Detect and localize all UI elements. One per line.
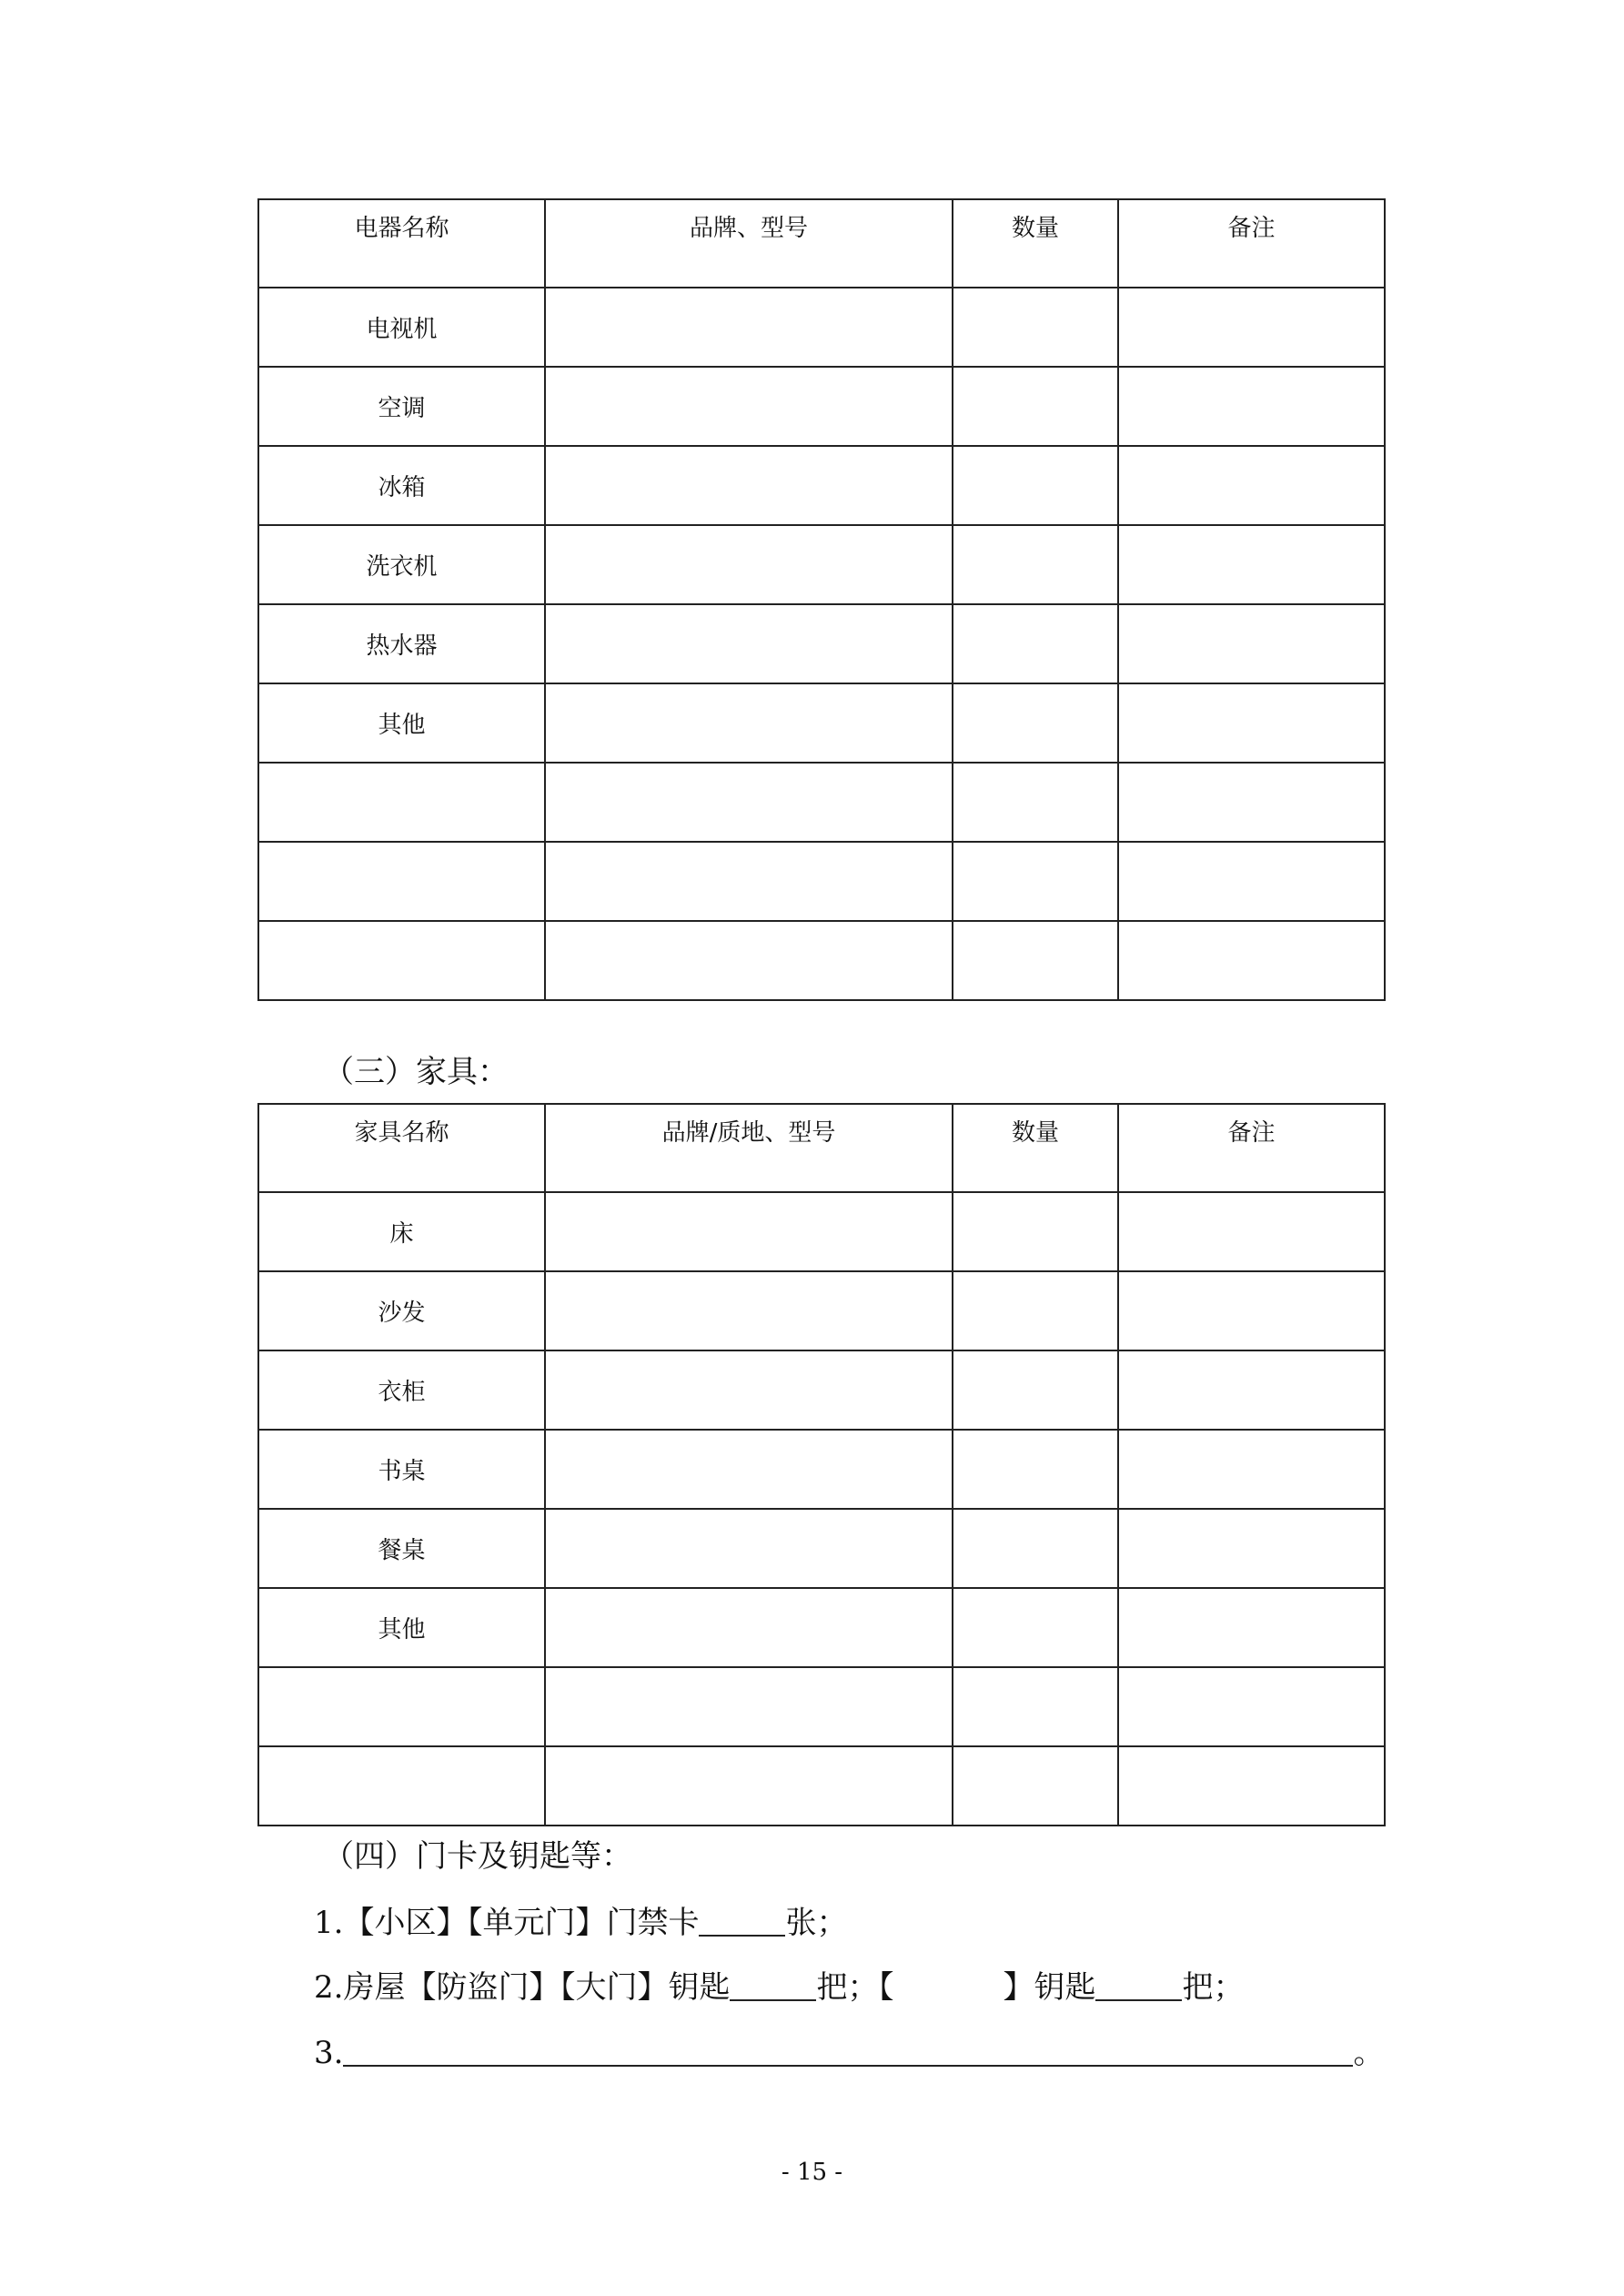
quantity-cell[interactable] [953,604,1118,683]
quantity-cell[interactable] [953,1746,1118,1826]
table-header-row [258,199,1385,288]
quantity-cell[interactable] [953,367,1118,446]
brand-cell[interactable] [545,763,953,842]
row-label: 其他 [258,683,545,763]
quantity-cell[interactable] [953,288,1118,367]
row-label: 冰箱 [258,446,545,525]
table-row [258,446,1385,525]
furniture-table [257,1103,1386,1826]
quantity-cell[interactable] [953,1430,1118,1509]
remarks-cell[interactable] [1118,1350,1385,1430]
brand-cell[interactable] [545,367,953,446]
remarks-cell[interactable] [1118,1271,1385,1350]
row-label: 床 [258,1192,545,1271]
table-row [258,288,1385,367]
brand-cell[interactable] [545,921,953,1000]
quantity-cell[interactable] [953,1667,1118,1746]
table-row [258,525,1385,604]
row-label: 热水器 [258,604,545,683]
remarks-cell[interactable] [1118,525,1385,604]
quantity-cell[interactable] [953,446,1118,525]
row-label: 其他 [258,1588,545,1667]
table-row [258,763,1385,842]
brand-cell[interactable] [545,288,953,367]
remarks-cell[interactable] [1118,842,1385,921]
quantity-cell[interactable] [953,1271,1118,1350]
other-items-line [314,2028,1384,2072]
brand-cell[interactable] [545,1350,953,1430]
brand-cell[interactable] [545,1667,953,1746]
brand-cell[interactable] [545,1588,953,1667]
row-label: 书桌 [258,1430,545,1509]
line1-suffix: 张； [785,1905,848,1941]
table-row [258,1350,1385,1430]
table-header-row [258,1104,1385,1192]
quantity-cell[interactable] [953,842,1118,921]
line2-middle2: 】钥匙 [1003,1969,1096,2006]
brand-cell[interactable] [545,842,953,921]
line3-prefix: 3. [314,2035,344,2071]
furniture-heading: （三）家具： [323,1054,509,1090]
table-row [258,1588,1385,1667]
remarks-cell[interactable] [1118,921,1385,1000]
page-number: - 15 - [781,2159,843,2186]
quantity-cell[interactable] [953,1588,1118,1667]
remarks-cell[interactable] [1118,1430,1385,1509]
row-label: 餐桌 [258,1509,545,1588]
quantity-cell[interactable] [953,1192,1118,1271]
row-label[interactable] [258,921,545,1000]
quantity-cell[interactable] [953,525,1118,604]
table-row [258,1192,1385,1271]
header-brand-material-model: 品牌/质地、型号 [545,1104,953,1192]
door-key-line [314,1962,1244,2007]
quantity-cell[interactable] [953,1350,1118,1430]
row-label[interactable] [258,1746,545,1826]
remarks-cell[interactable] [1118,1509,1385,1588]
other-key-count-blank[interactable] [1095,1968,1182,2001]
door-key-count-blank[interactable] [730,1968,816,2001]
remarks-cell[interactable] [1118,1746,1385,1826]
keys-heading: （四）门卡及钥匙等： [323,1838,632,1875]
row-label: 空调 [258,367,545,446]
remarks-cell[interactable] [1118,763,1385,842]
table-row [258,1271,1385,1350]
quantity-cell[interactable] [953,763,1118,842]
brand-cell[interactable] [545,683,953,763]
quantity-cell[interactable] [953,683,1118,763]
remarks-cell[interactable] [1118,604,1385,683]
remarks-cell[interactable] [1118,1667,1385,1746]
remarks-cell[interactable] [1118,367,1385,446]
remarks-cell[interactable] [1118,446,1385,525]
quantity-cell[interactable] [953,921,1118,1000]
line2-suffix: 把； [1182,1969,1245,2006]
header-remarks: 备注 [1118,199,1385,288]
access-card-line [314,1897,847,1942]
table-row [258,604,1385,683]
header-furniture-name: 家具名称 [258,1104,545,1192]
brand-cell[interactable] [545,1430,953,1509]
header-appliance-name: 电器名称 [258,199,545,288]
header-brand-model: 品牌、型号 [545,199,953,288]
table-row [258,1746,1385,1826]
header-remarks: 备注 [1118,1104,1385,1192]
brand-cell[interactable] [545,525,953,604]
row-label: 沙发 [258,1271,545,1350]
row-label[interactable] [258,763,545,842]
header-quantity: 数量 [953,199,1118,288]
table-row [258,683,1385,763]
row-label[interactable] [258,1667,545,1746]
remarks-cell[interactable] [1118,1588,1385,1667]
table-row [258,367,1385,446]
row-label: 电视机 [258,288,545,367]
card-count-blank[interactable] [699,1904,785,1937]
quantity-cell[interactable] [953,1509,1118,1588]
line3-suffix: 。 [1353,2035,1385,2071]
table-row [258,921,1385,1000]
brand-cell[interactable] [545,446,953,525]
remarks-cell[interactable] [1118,683,1385,763]
table-row [258,842,1385,921]
line2-prefix: 2.房屋【防盗门】【大门】钥匙 [314,1969,731,2006]
header-quantity: 数量 [953,1104,1118,1192]
row-label[interactable] [258,842,545,921]
table-row [258,1430,1385,1509]
remarks-cell[interactable] [1118,1192,1385,1271]
remarks-cell[interactable] [1118,288,1385,367]
brand-cell[interactable] [545,604,953,683]
row-label: 洗衣机 [258,525,545,604]
brand-cell[interactable] [545,1509,953,1588]
other-door-blank[interactable] [893,1970,1003,2001]
brand-cell[interactable] [545,1271,953,1350]
line1-prefix: 1.【小区】【单元门】门禁卡 [314,1905,700,1941]
line2-middle: 把；【 [816,1969,894,2006]
row-label: 衣柜 [258,1350,545,1430]
brand-cell[interactable] [545,1192,953,1271]
brand-cell[interactable] [545,1746,953,1826]
other-items-blank[interactable] [343,2034,1353,2067]
appliances-table [257,198,1386,1001]
table-row [258,1667,1385,1746]
table-row [258,1509,1385,1588]
